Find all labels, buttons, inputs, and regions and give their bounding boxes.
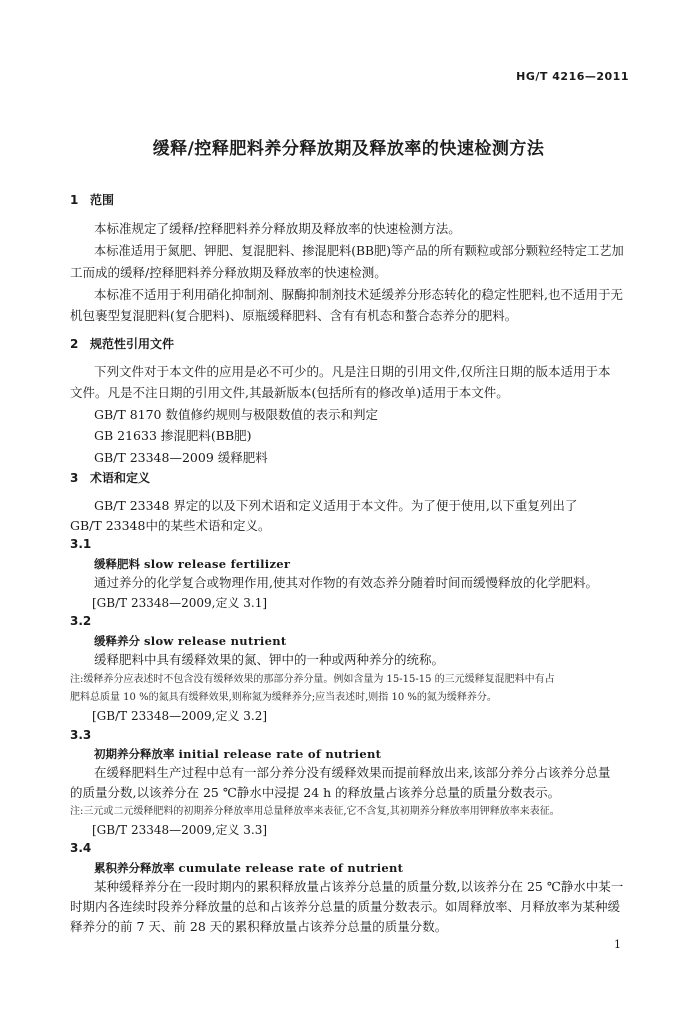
term-en: cumulate release rate of nutrient	[178, 861, 404, 875]
term-title	[94, 746, 381, 762]
term-definition: 的质量分数,以该养分在 25 ℃静水中浸提 24 h 的释放量占该养分总量的质量分数表示。	[70, 785, 561, 800]
normative-reference: GB 21633 掺混肥料(BB肥)	[94, 428, 252, 443]
term-source: [GB/T 23348—2009,定义 3.3]	[92, 823, 268, 837]
paragraph-line: GB/T 23348中的某些术语和定义。	[70, 518, 271, 533]
paragraph-line: 文件。凡是不注日期的引用文件,其最新版本(包括所有的修改单)适用于本文件。	[70, 385, 509, 400]
paragraph-line: 机包裹型复混肥料(复合肥料)、原瓶缓释肥料、含有有机态和螯合态养分的肥料。	[70, 308, 518, 323]
term-definition: 通过养分的化学复合或物理作用,使其对作物的有效态养分随着时间而缓慢释放的化学肥料。	[94, 575, 598, 590]
term-number: 3.2	[70, 614, 92, 628]
term-note: 注:缓释养分应表述时不包含没有缓释效果的那部分养分量。例如含量为 15-15-15 的三元缓释复混肥料中有占	[70, 674, 555, 685]
term-cn: 缓释肥料	[94, 557, 140, 571]
normative-reference: GB/T 23348—2009 缓释肥料	[94, 450, 268, 465]
term-en: slow release fertilizer	[144, 557, 291, 571]
term-number: 3.4	[70, 841, 92, 855]
section-2-heading	[70, 336, 174, 352]
section-number: 1	[70, 193, 79, 207]
term-definition: 在缓释肥料生产过程中总有一部分养分没有缓释效果而提前释放出来,该部分养分占该养分总量	[94, 765, 611, 780]
standard-code: HG/T 4216—2011	[516, 70, 629, 83]
term-title	[94, 860, 403, 876]
paragraph-line: 本标准不适用于利用硝化抑制剂、脲酶抑制剂技术延缓养分形态转化的稳定性肥料,也不适用于无	[94, 287, 623, 302]
paragraph-line: 下列文件对于本文件的应用是必不可少的。凡是注日期的引用文件,仅所注日期的版本适用于本	[94, 364, 611, 379]
term-cn: 缓释养分	[94, 634, 140, 648]
section-3-heading	[70, 470, 150, 486]
section-title: 术语和定义	[90, 471, 151, 485]
term-en: initial release rate of nutrient	[178, 747, 382, 761]
term-source: [GB/T 23348—2009,定义 3.1]	[92, 596, 268, 610]
term-definition: 某种缓释养分在一段时期内的累积释放量占该养分总量的质量分数,以该养分在 25 ℃静水中某一	[94, 879, 624, 894]
section-number: 2	[70, 337, 79, 351]
paragraph-line: 本标准规定了缓释/控释肥料养分释放期及释放率的快速检测方法。	[94, 221, 461, 236]
term-definition: 时期内各连续时段养分释放量的总和占该养分总量的质量分数表示。如周释放率、月释放率为某种缓	[70, 899, 621, 914]
page-number: 1	[614, 938, 621, 951]
term-cn: 累积养分释放率	[94, 861, 175, 875]
section-1-heading	[70, 192, 114, 208]
section-title: 范围	[90, 193, 115, 207]
paragraph-line: 本标准适用于氮肥、钾肥、复混肥料、掺混肥料(BB肥)等产品的所有颗粒或部分颗粒经特定工艺加	[94, 244, 624, 258]
term-definition: 缓释肥料中具有缓释效果的氮、钾中的一种或两种养分的统称。	[94, 652, 445, 667]
term-note: 注:三元或二元缓释肥料的初期养分释放率用总量释放率来表征,它不含复,其初期养分释放率用钾释放率来表征。	[70, 806, 560, 817]
normative-reference: GB/T 8170 数值修约规则与极限数值的表示和判定	[94, 407, 378, 422]
term-en: slow release nutrient	[144, 634, 287, 648]
paragraph-line: 工而成的缓释/控释肥料养分释放期及释放率的快速检测。	[70, 265, 387, 280]
term-cn: 初期养分释放率	[94, 747, 175, 761]
paragraph-line: GB/T 23348 界定的以及下列术语和定义适用于本文件。为了便于使用,以下重复列出了	[94, 498, 578, 513]
document-title: 缓释/控释肥料养分释放期及释放率的快速检测方法	[152, 139, 545, 159]
term-number: 3.1	[70, 537, 92, 551]
term-title	[94, 556, 290, 572]
term-title	[94, 633, 287, 649]
term-source: [GB/T 23348—2009,定义 3.2]	[92, 709, 268, 723]
term-definition: 释养分的前 7 天、前 28 天的累积释放量占该养分总量的质量分数。	[70, 919, 448, 934]
term-note: 肥料总质量 10 %的氮具有缓释效果,则称氮为缓释养分;应当表述时,则指 10 %的氮为缓释养分。	[70, 692, 497, 703]
section-number: 3	[70, 471, 79, 485]
section-title: 规范性引用文件	[90, 337, 175, 351]
term-number: 3.3	[70, 728, 92, 742]
